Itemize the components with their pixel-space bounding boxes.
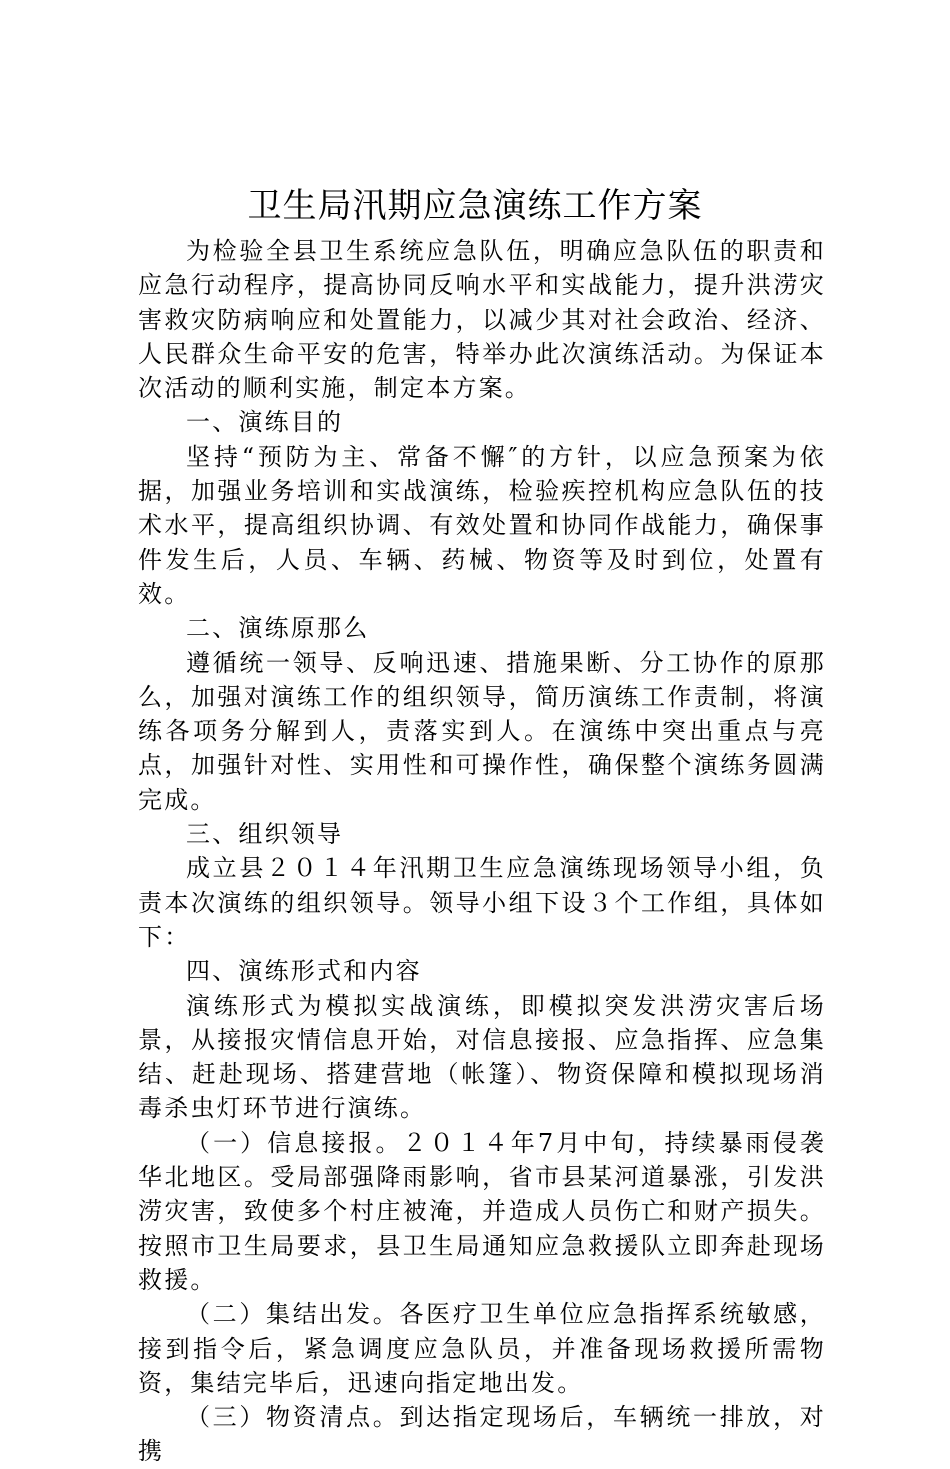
step-3-paragraph: （三）物资清点。到达指定现场后，车辆统一排放，对携 [138,1403,826,1466]
step-1-paragraph: （一）信息接报。２０１４年7月中旬，持续暴雨侵袭华北地区。受局部强降雨影响，省市县某河道暴涨，引发洪涝灾害，致使多个村庄被淹，并造成人员伤亡和财产损失。按照市卫生局要求，县卫生局通知应急救援队立即奔赴现场救援。 [138,1128,826,1294]
document-title: 卫生局汛期应急演练工作方案 [247,186,703,226]
section-heading-format: 四、演练形式和内容 [186,957,422,986]
document-body [138,234,826,1469]
principles-paragraph: 遵循统一领导、反响迅速、措施果断、分工协作的原那么，加强对演练工作的组织领导，简历演练工作责制，将演练各项务分解到人，责落实到人。在演练中突出重点与亮点，加强针对性、实用性和可操作性，确保整个演练务圆满完成。 [138,648,826,814]
format-paragraph: 演练形式为模拟实战演练，即模拟突发洪涝灾害后场景，从接报灾情信息开始，对信息接报、应急指挥、应急集结、赶赴现场、搭建营地（帐篷）、物资保障和模拟现场消毒杀虫灯环节进行演练。 [138,991,826,1123]
purpose-paragraph: 坚持“预防为主、常备不懈″的方针，以应急预案为依据，加强业务培训和实战演练，检验疾控机构应急队伍的技术水平，提高组织协调、有效处置和协同作战能力，确保事件发生后，人员、车辆、药械、物资等及时到位，处置有效。 [138,442,826,608]
organization-paragraph: 成立县２０１４年汛期卫生应急演练现场领导小组，负责本次演练的组织领导。领导小组下设３个工作组，具体如下： [138,854,826,951]
section-heading-principles: 二、演练原那么 [186,614,370,643]
section-heading-organization: 三、组织领导 [186,820,344,849]
intro-paragraph: 为检验全县卫生系统应急队伍，明确应急队伍的职责和应急行动程序，提高协同反响水平和实战能力，提升洪涝灾害救灾防病响应和处置能力，以减少其对社会政治、经济、人民群众生命平安的危害，特举办此次演练活动。为保证本次活动的顺利实施，制定本方案。 [138,237,826,403]
step-2-paragraph: （二）集结出发。各医疗卫生单位应急指挥系统敏感，接到指令后，紧急调度应急队员，并准备现场救援所需物资，集结完毕后，迅速向指定地出发。 [138,1300,826,1397]
section-heading-purpose: 一、演练目的 [186,408,344,437]
